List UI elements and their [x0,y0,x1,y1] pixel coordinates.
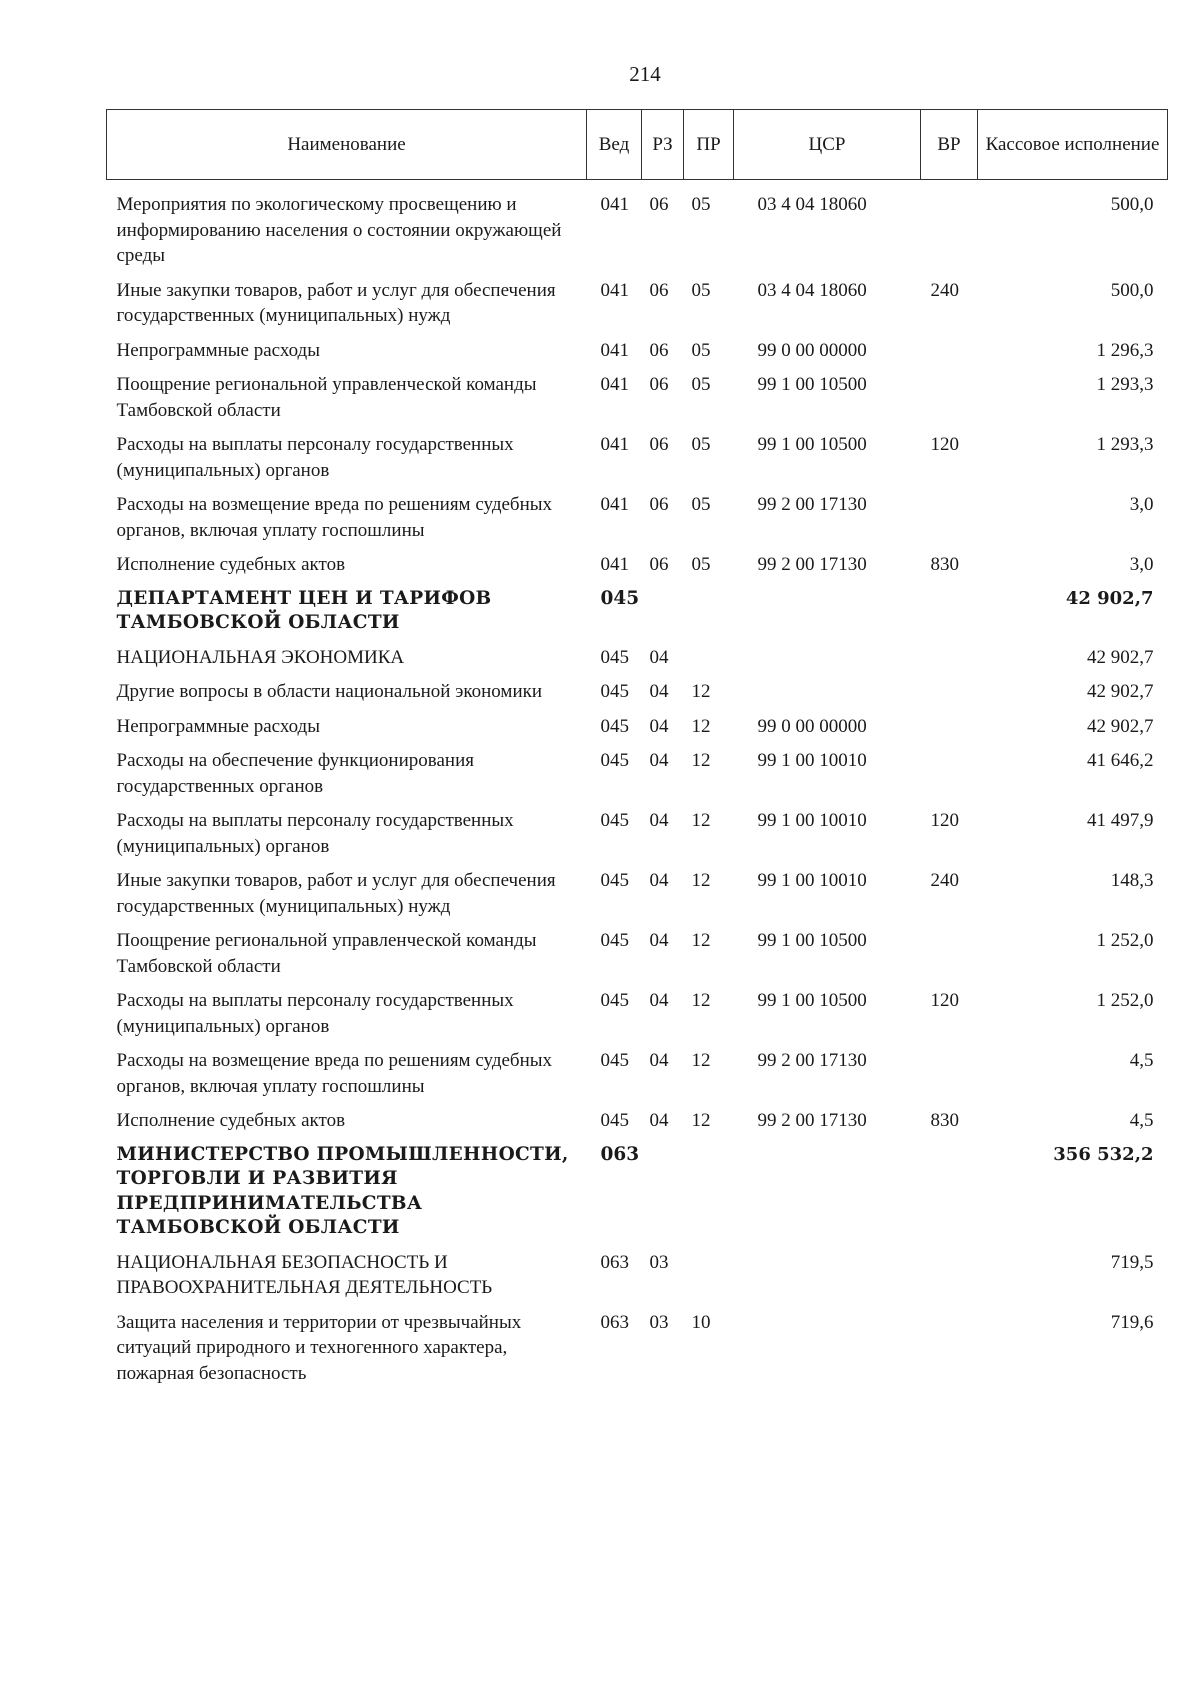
cell-ved: 045 [600,681,629,702]
cell-ved: 041 [600,494,629,515]
cell-name: МИНИСТЕРСТВО ПРОМЫШЛЕННОСТИ, ТОРГОВЛИ И РАЗВИТИЯ ПРЕДПРИНИМАТЕЛЬСТВА ТАМБОВСКОЙ ОБЛАСТИ [116,1143,569,1238]
page-number: 214 [629,62,661,86]
cell-ved: 045 [600,990,629,1011]
cell-vr [921,643,978,678]
cell-rz [642,585,684,643]
cell-ved: 045 [600,715,629,737]
cell-sum: 500,0 [1110,194,1154,215]
table-row [107,677,1168,712]
cell-name: Расходы на обеспечение функционирования государственных органов [116,750,474,797]
cell-pr: 12 [691,681,711,702]
cell-ved: 041 [600,339,629,361]
cell-csr: 99 1 00 10010 [757,810,867,831]
cell-vr: 830 [930,1110,959,1131]
cell-vr [921,1046,978,1106]
cell-csr: 99 0 00 00000 [757,339,867,361]
cell-pr: 12 [691,1050,711,1071]
cell-ved: 041 [600,374,629,395]
cell-sum: 1 296,3 [1096,339,1154,361]
cell-rz: 04 [649,870,669,891]
cell-csr [734,1308,921,1394]
cell-vr: 240 [930,279,959,301]
table-row [107,370,1168,430]
table-row [107,180,1168,276]
table-row [107,276,1168,336]
cell-vr [921,180,978,276]
cell-csr: 99 1 00 10500 [757,930,867,951]
cell-vr: 830 [930,554,959,575]
cell-sum: 42 902,7 [1087,646,1154,668]
column-header-name: Наименование [107,110,587,180]
cell-vr: 120 [930,990,959,1011]
cell-csr: 99 1 00 10010 [757,750,867,771]
cell-csr: 99 2 00 17130 [757,494,867,515]
cell-pr: 12 [691,810,711,831]
cell-csr: 99 1 00 10500 [757,374,867,395]
cell-pr: 05 [691,374,711,395]
table-row [107,550,1168,585]
cell-name: Исполнение судебных актов [116,1110,346,1131]
cell-ved: 045 [600,870,629,891]
table-row [107,806,1168,866]
cell-csr: 99 0 00 00000 [757,715,867,737]
cell-vr: 120 [930,810,959,831]
cell-name: Непрограммные расходы [116,339,320,361]
cell-sum: 148,3 [1110,870,1154,891]
cell-rz: 04 [649,715,669,737]
cell-sum: 719,5 [1110,1251,1154,1273]
cell-pr: 12 [691,930,711,951]
cell-sum: 1 252,0 [1096,990,1154,1011]
cell-vr [921,1248,978,1308]
cell-sum: 3,0 [1129,554,1154,575]
cell-sum: 4,5 [1129,1050,1154,1071]
cell-csr [734,643,921,678]
table-row [107,430,1168,490]
cell-name: Поощрение региональной управленческой команды Тамбовской области [116,930,537,977]
cell-ved: 063 [600,1311,629,1333]
table-row [107,926,1168,986]
column-header-sum: Кассовое исполнение [978,110,1168,180]
cell-csr: 99 2 00 17130 [757,1110,867,1131]
cell-rz: 06 [649,339,669,361]
cell-rz: 04 [649,1110,669,1131]
table-row [107,1141,1168,1248]
cell-ved: 041 [600,554,629,575]
cell-pr: 12 [691,750,711,771]
cell-pr: 10 [691,1311,711,1333]
cell-csr [734,585,921,643]
cell-ved: 045 [600,930,629,951]
table-header [107,110,1168,180]
cell-pr [684,643,734,678]
cell-rz: 04 [649,646,669,668]
cell-rz: 06 [649,374,669,395]
cell-ved: 045 [600,587,640,609]
cell-vr [921,677,978,712]
column-header-csr: ЦСР [734,110,921,180]
cell-rz: 06 [649,194,669,215]
cell-name: Расходы на возмещение вреда по решениям судебных органов, включая уплату госпошлины [116,494,553,541]
cell-vr [921,712,978,747]
cell-ved: 041 [600,279,629,301]
cell-sum: 42 902,7 [1087,715,1154,737]
table-row [107,490,1168,550]
cell-rz: 06 [649,279,669,301]
cell-vr: 240 [930,870,959,891]
cell-vr [921,1141,978,1248]
cell-sum: 42 902,7 [1087,681,1154,702]
cell-pr: 05 [691,494,711,515]
cell-sum: 500,0 [1110,279,1154,301]
cell-pr: 05 [691,194,711,215]
cell-pr: 12 [691,715,711,737]
cell-vr: 120 [930,434,959,455]
cell-ved: 041 [600,434,629,455]
cell-pr: 12 [691,870,711,891]
cell-csr: 03 4 04 18060 [757,194,867,215]
cell-vr [921,926,978,986]
cell-ved: 045 [600,1050,629,1071]
cell-csr: 99 1 00 10500 [757,434,867,455]
cell-sum: 41 497,9 [1087,810,1154,831]
cell-sum: 1 252,0 [1096,930,1154,951]
cell-vr [921,1308,978,1394]
table-row [107,585,1168,643]
table-row [107,336,1168,371]
table-row [107,1248,1168,1308]
cell-pr [684,1248,734,1308]
cell-ved: 045 [600,646,629,668]
cell-name: Иные закупки товаров, работ и услуг для обеспечения государственных (муниципальных) нужд [116,279,556,326]
cell-rz: 04 [649,1050,669,1071]
cell-csr: 99 2 00 17130 [757,1050,867,1071]
column-header-rz: РЗ [642,110,684,180]
cell-ved: 063 [600,1251,629,1273]
cell-vr [921,336,978,371]
cell-name: Исполнение судебных актов [116,554,346,575]
cell-csr: 99 2 00 17130 [757,554,867,575]
cell-pr: 12 [691,990,711,1011]
cell-name: Иные закупки товаров, работ и услуг для обеспечения государственных (муниципальных) нужд [116,870,556,917]
table-body [107,180,1168,1394]
cell-pr: 05 [691,339,711,361]
table-row [107,643,1168,678]
cell-rz: 06 [649,434,669,455]
cell-rz: 03 [649,1311,669,1333]
cell-name: Расходы на возмещение вреда по решениям судебных органов, включая уплату госпошлины [116,1050,553,1097]
cell-rz: 04 [649,681,669,702]
cell-rz: 06 [649,554,669,575]
table-row [107,986,1168,1046]
budget-execution-table [106,109,1168,1393]
cell-rz [642,1141,684,1248]
cell-csr: 99 1 00 10010 [757,870,867,891]
table-row [107,746,1168,806]
table-row [107,1308,1168,1394]
cell-csr: 03 4 04 18060 [757,279,867,301]
cell-ved: 045 [600,1110,629,1131]
cell-name: Защита населения и территории от чрезвычайных ситуаций природного и техногенного характера, пожарная безопасность [116,1311,522,1384]
cell-pr [684,1141,734,1248]
cell-sum: 4,5 [1129,1110,1154,1131]
cell-csr [734,1248,921,1308]
cell-ved: 045 [600,810,629,831]
cell-name: Расходы на выплаты персоналу государственных (муниципальных) органов [116,810,514,857]
cell-name: Расходы на выплаты персоналу государственных (муниципальных) органов [116,990,514,1037]
cell-sum: 719,6 [1110,1311,1154,1333]
column-header-pr: ПР [684,110,734,180]
cell-pr: 05 [691,554,711,575]
cell-vr [921,585,978,643]
table-row [107,712,1168,747]
cell-sum: 356 532,2 [1053,1143,1154,1165]
cell-name: Мероприятия по экологическому просвещению и информированию населения о состоянии окружающей среды [116,194,562,266]
cell-vr [921,746,978,806]
cell-ved: 063 [600,1143,640,1165]
cell-vr [921,370,978,430]
cell-name: ДЕПАРТАМЕНТ ЦЕН И ТАРИФОВ ТАМБОВСКОЙ ОБЛАСТИ [116,587,492,633]
table-row [107,1106,1168,1141]
cell-csr: 99 1 00 10500 [757,990,867,1011]
cell-rz: 04 [649,930,669,951]
cell-name: Другие вопросы в области национальной экономики [116,681,543,702]
cell-pr: 05 [691,279,711,301]
cell-vr [921,490,978,550]
column-header-vr: ВР [921,110,978,180]
cell-rz: 04 [649,750,669,771]
cell-name: Расходы на выплаты персоналу государственных (муниципальных) органов [116,434,514,481]
cell-ved: 045 [600,750,629,771]
column-header-ved: Вед [587,110,642,180]
cell-name: Поощрение региональной управленческой команды Тамбовской области [116,374,537,421]
cell-pr [684,585,734,643]
cell-sum: 42 902,7 [1065,587,1154,609]
cell-name: НАЦИОНАЛЬНАЯ ЭКОНОМИКА [116,646,405,668]
cell-rz: 06 [649,494,669,515]
cell-pr: 05 [691,434,711,455]
cell-sum: 1 293,3 [1096,434,1154,455]
cell-sum: 41 646,2 [1087,750,1154,771]
cell-rz: 04 [649,990,669,1011]
cell-rz: 03 [649,1251,669,1273]
cell-csr [734,1141,921,1248]
cell-sum: 3,0 [1129,494,1154,515]
table-row [107,866,1168,926]
cell-csr [734,677,921,712]
cell-name: Непрограммные расходы [116,715,320,737]
cell-pr: 12 [691,1110,711,1131]
cell-rz: 04 [649,810,669,831]
cell-ved: 041 [600,194,629,215]
table-row [107,1046,1168,1106]
cell-sum: 1 293,3 [1096,374,1154,395]
cell-name: НАЦИОНАЛЬНАЯ БЕЗОПАСНОСТЬ И ПРАВООХРАНИТЕЛЬНАЯ ДЕЯТЕЛЬНОСТЬ [116,1251,493,1298]
